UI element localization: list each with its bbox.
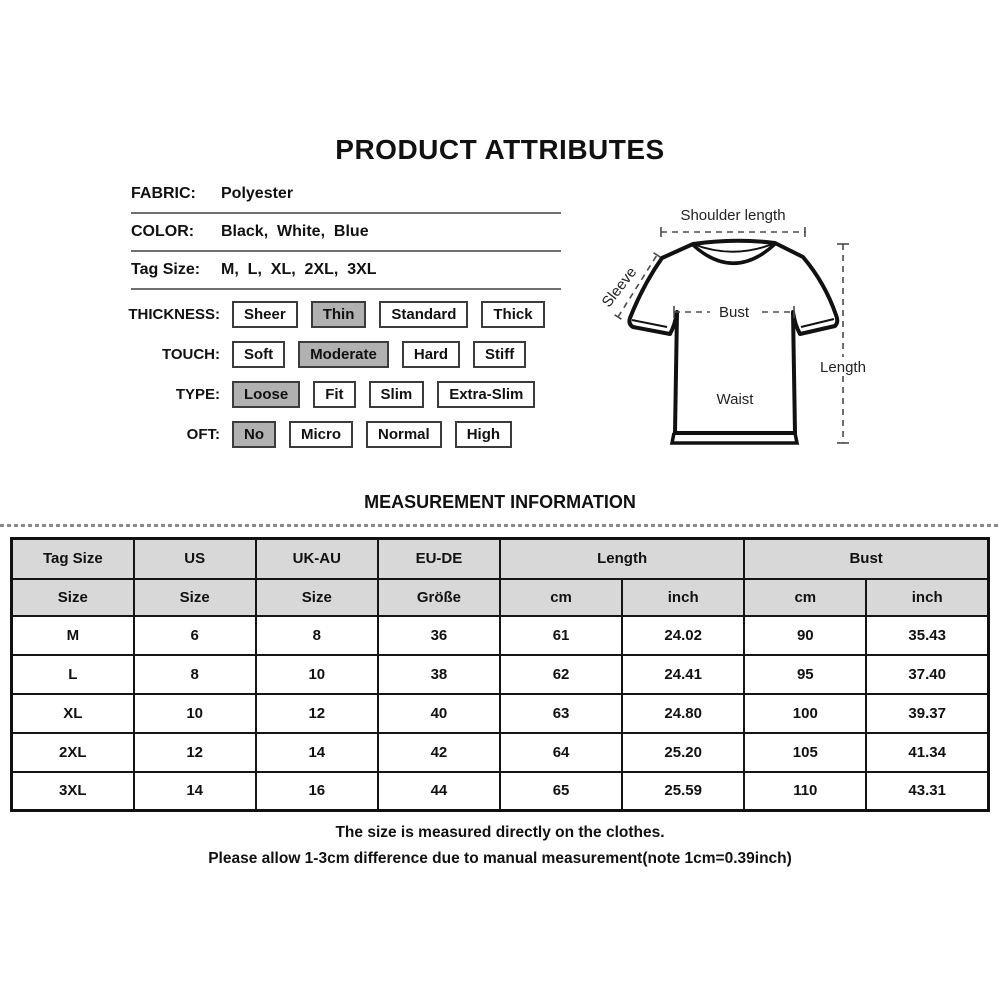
table-cell: 3XL — [12, 772, 134, 811]
subheader-groesse: Größe — [378, 579, 500, 616]
table-cell: 25.59 — [622, 772, 744, 811]
spec-row-fabric — [131, 176, 561, 214]
table-cell: 42 — [378, 733, 500, 772]
attribute-option-rows — [118, 299, 558, 459]
spec-row-tag-size — [131, 252, 561, 290]
option-chip: Stiff — [473, 341, 526, 368]
spec-list — [131, 176, 561, 290]
measurement-table-head — [12, 539, 989, 616]
shoulder-length-label: Shoulder length — [680, 207, 786, 224]
option-chip: Sheer — [232, 301, 298, 328]
option-chip: Slim — [369, 381, 425, 408]
table-cell: 62 — [500, 655, 622, 694]
table-cell: 25.20 — [622, 733, 744, 772]
option-chip: High — [455, 421, 512, 448]
table-cell: 6 — [134, 616, 256, 655]
table-cell: 36 — [378, 616, 500, 655]
subheader-length-cm: cm — [500, 579, 622, 616]
table-row — [12, 772, 989, 811]
table-cell: 105 — [744, 733, 866, 772]
footer-notes — [0, 820, 1000, 872]
table-cell: 95 — [744, 655, 866, 694]
option-chip: Micro — [289, 421, 353, 448]
table-cell: 100 — [744, 694, 866, 733]
attribute-row — [118, 299, 558, 330]
option-chip: Normal — [366, 421, 442, 448]
table-cell: 8 — [134, 655, 256, 694]
table-cell: 8 — [256, 616, 378, 655]
color-value: Black, White, Blue — [221, 223, 369, 240]
sleeve-tick-bottom — [615, 315, 622, 319]
attribute-row — [118, 379, 558, 410]
measurement-table-body — [12, 616, 989, 811]
header-eu-de: EU-DE — [378, 539, 500, 579]
attribute-label: TYPE: — [175, 386, 220, 403]
option-chip: No — [232, 421, 276, 448]
option-chip: Hard — [402, 341, 460, 368]
table-row — [12, 694, 989, 733]
option-chip: Thin — [311, 301, 367, 328]
header-length: Length — [500, 539, 744, 579]
table-cell: M — [12, 616, 134, 655]
option-chip: Standard — [379, 301, 468, 328]
table-cell: 44 — [378, 772, 500, 811]
sleeve-tick-top — [654, 253, 661, 257]
table-cell: 110 — [744, 772, 866, 811]
table-cell: 12 — [134, 733, 256, 772]
fabric-value: Polyester — [221, 185, 294, 202]
table-cell: 14 — [134, 772, 256, 811]
table-cell: XL — [12, 694, 134, 733]
table-cell: 12 — [256, 694, 378, 733]
subheader-bust-cm: cm — [744, 579, 866, 616]
option-chip: Fit — [313, 381, 355, 408]
subheader-length-inch: inch — [622, 579, 744, 616]
option-chip: Loose — [232, 381, 300, 408]
table-cell: 64 — [500, 733, 622, 772]
table-cell: 37.40 — [866, 655, 988, 694]
option-chip: Soft — [232, 341, 285, 368]
table-cell: 14 — [256, 733, 378, 772]
attribute-row — [118, 339, 558, 370]
note-measured-on-clothes: The size is measured directly on the clothes. — [335, 824, 665, 841]
table-cell: 90 — [744, 616, 866, 655]
table-cell: 35.43 — [866, 616, 988, 655]
spec-row-color — [131, 214, 561, 252]
table-cell: 61 — [500, 616, 622, 655]
table-cell: 41.34 — [866, 733, 988, 772]
option-chip: Thick — [481, 301, 544, 328]
table-cell: 16 — [256, 772, 378, 811]
dotted-separator — [0, 524, 1000, 527]
tag-size-label: Tag Size: — [131, 261, 201, 278]
fabric-label: FABRIC: — [131, 185, 196, 202]
color-label: COLOR: — [131, 223, 195, 240]
header-bust: Bust — [744, 539, 988, 579]
tag-size-value: M, L, XL, 2XL, 3XL — [221, 261, 377, 278]
header-us: US — [134, 539, 256, 579]
sleeve-label: Sleeve — [598, 263, 641, 311]
table-cell: 63 — [500, 694, 622, 733]
bust-label: Bust — [718, 304, 750, 321]
measurement-section-title: MEASUREMENT INFORMATION — [364, 492, 636, 512]
page-title: PRODUCT ATTRIBUTES — [335, 134, 665, 165]
table-row — [12, 616, 989, 655]
table-header-row-1 — [12, 539, 989, 579]
table-cell: 2XL — [12, 733, 134, 772]
header-uk-au: UK-AU — [256, 539, 378, 579]
table-cell: 38 — [378, 655, 500, 694]
table-cell: 10 — [134, 694, 256, 733]
table-cell: 24.02 — [622, 616, 744, 655]
table-cell: 65 — [500, 772, 622, 811]
subheader-size-1: Size — [12, 579, 134, 616]
length-label: Length — [820, 359, 866, 376]
option-chip: Moderate — [298, 341, 389, 368]
table-cell: 40 — [378, 694, 500, 733]
table-cell: 24.41 — [622, 655, 744, 694]
subheader-size-3: Size — [256, 579, 378, 616]
option-chip: Extra-Slim — [437, 381, 535, 408]
table-cell: 39.37 — [866, 694, 988, 733]
header-tag-size: Tag Size — [12, 539, 134, 579]
table-row — [12, 733, 989, 772]
attribute-label: TOUCH: — [161, 346, 220, 363]
attribute-label: OFT: — [186, 426, 220, 443]
measurement-table — [10, 537, 990, 812]
subheader-size-2: Size — [134, 579, 256, 616]
note-measurement-tolerance: Please allow 1-3cm difference due to manual measurement(note 1cm=0.39inch) — [208, 850, 792, 867]
waist-label: Waist — [716, 391, 754, 408]
attribute-row — [118, 419, 558, 450]
table-row — [12, 655, 989, 694]
table-header-row-2 — [12, 579, 989, 616]
table-cell: L — [12, 655, 134, 694]
subheader-bust-inch: inch — [866, 579, 988, 616]
tshirt-measurement-diagram — [595, 193, 995, 473]
table-cell: 24.80 — [622, 694, 744, 733]
table-cell: 10 — [256, 655, 378, 694]
attribute-label: THICKNESS: — [128, 306, 220, 323]
table-cell: 43.31 — [866, 772, 988, 811]
